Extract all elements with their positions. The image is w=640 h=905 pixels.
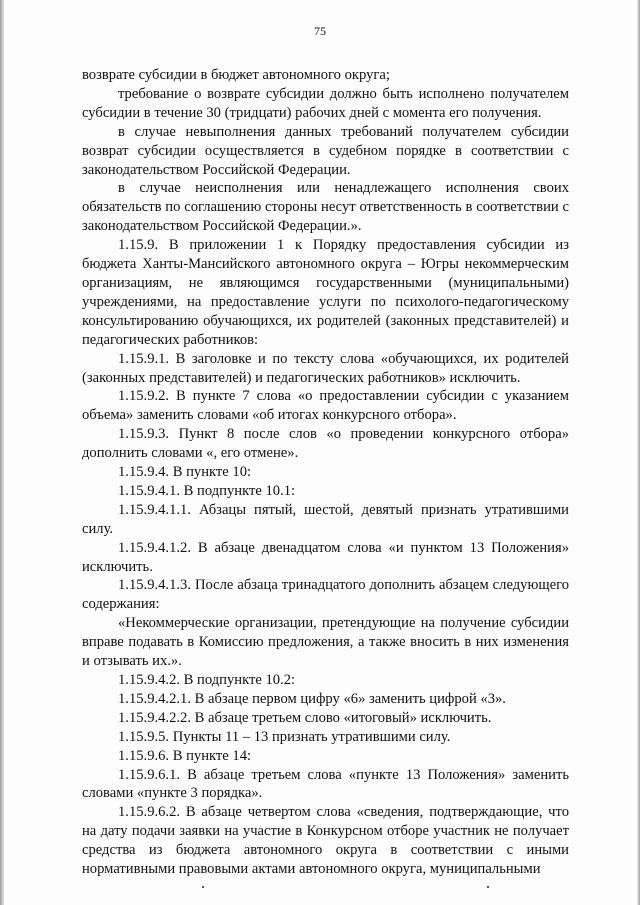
- paragraph: 1.15.9.2. В пункте 7 слова «о предоставлении субсидии с указанием объема» заменить словами «об итогах конкурсного отбора».: [82, 388, 569, 424]
- scan-speck: [487, 886, 489, 888]
- paragraph: 1.15.9.3. Пункт 8 после слов «о проведении конкурсного отбора» дополнить словами «, его отмене».: [82, 426, 569, 462]
- page-number: 75: [314, 24, 326, 38]
- paragraph: 1.15.9.4.2.2. В абзаце третьем слово «итоговый» исключить.: [118, 709, 492, 726]
- paragraph: в случае невыполнения данных требований получателем субсидии возврат субсидии осуществляется в судебном порядке в соответствии с законодательством Российской Федерации.: [82, 123, 569, 178]
- paragraph: 1.15.9.5. Пункты 11 – 13 признать утратившими силу.: [118, 728, 451, 745]
- scan-speck: [202, 886, 204, 888]
- paragraph: 1.15.9.6.2. В абзаце четвертом слова «сведения, подтверждающие, что на дату подачи заявки на участие в Конкурсном отборе участник не получает средства из бюджета автономного округа в соответствии с иными нормативными правовыми актами автономного округа, муниципальными: [82, 804, 569, 878]
- paragraph: 1.15.9.4.2. В подпункте 10.2:: [118, 672, 296, 688]
- paragraph: 1.15.9.4.1.1. Абзацы пятый, шестой, девятый признать утратившими силу.: [82, 501, 569, 537]
- page-edge-left: [0, 0, 4, 905]
- paragraph: 1.15.9.4.1.3. После абзаца тринадцатого дополнить абзацем следующего содержания:: [82, 577, 569, 613]
- paragraph: 1.15.9.6. В пункте 14:: [118, 747, 252, 764]
- paragraph: 1.15.9.4. В пункте 10:: [118, 464, 252, 481]
- paragraph: 1.15.9.4.1. В подпункте 10.1:: [118, 482, 296, 499]
- paragraph: 1.15.9.1. В заголовке и по тексту слова «обучающихся, их родителей (законных представителей) и педагогических работников» исключить.: [82, 350, 569, 386]
- document-body: [82, 66, 569, 879]
- paragraph: 1.15.9.4.1.2. В абзаце двенадцатом слова «и пунктом 13 Положения» исключить.: [82, 539, 569, 575]
- paragraph: 1.15.9. В приложении 1 к Порядку предоставления субсидии из бюджета Ханты-Мансийского автономного округа – Югры некоммерческим организациям, не являющимся государственными (муниципальными) учреждениями, на предоставление услуги по психолого-педагогическому консультированию обучающихся, их родителей (законных представителей) и педагогических работников:: [82, 237, 569, 348]
- paragraph: требование о возврате субсидии должно быть исполнено получателем субсидии в течение 30 (тридцати) рабочих дней с момента его получения.: [82, 85, 569, 121]
- paragraph: в случае неисполнения или ненадлежащего исполнения своих обязательств по соглашению стороны несут ответственность в соответствии с законодательством Российской Федерации.».: [82, 180, 569, 235]
- paragraph: 1.15.9.4.2.1. В абзаце первом цифру «6» заменить цифрой «3».: [118, 690, 506, 707]
- quoted-paragraph: «Некоммерческие организации, претендующие на получение субсидии вправе подавать в Комиссию предложения, а также вносить в них изменения и отзывать их.».: [82, 615, 569, 670]
- paragraph: 1.15.9.6.1. В абзаце третьем слова «пункте 13 Положения» заменить словами «пункте 3 порядка».: [82, 766, 569, 802]
- paragraph: возврате субсидии в бюджет автономного округа;: [82, 67, 390, 83]
